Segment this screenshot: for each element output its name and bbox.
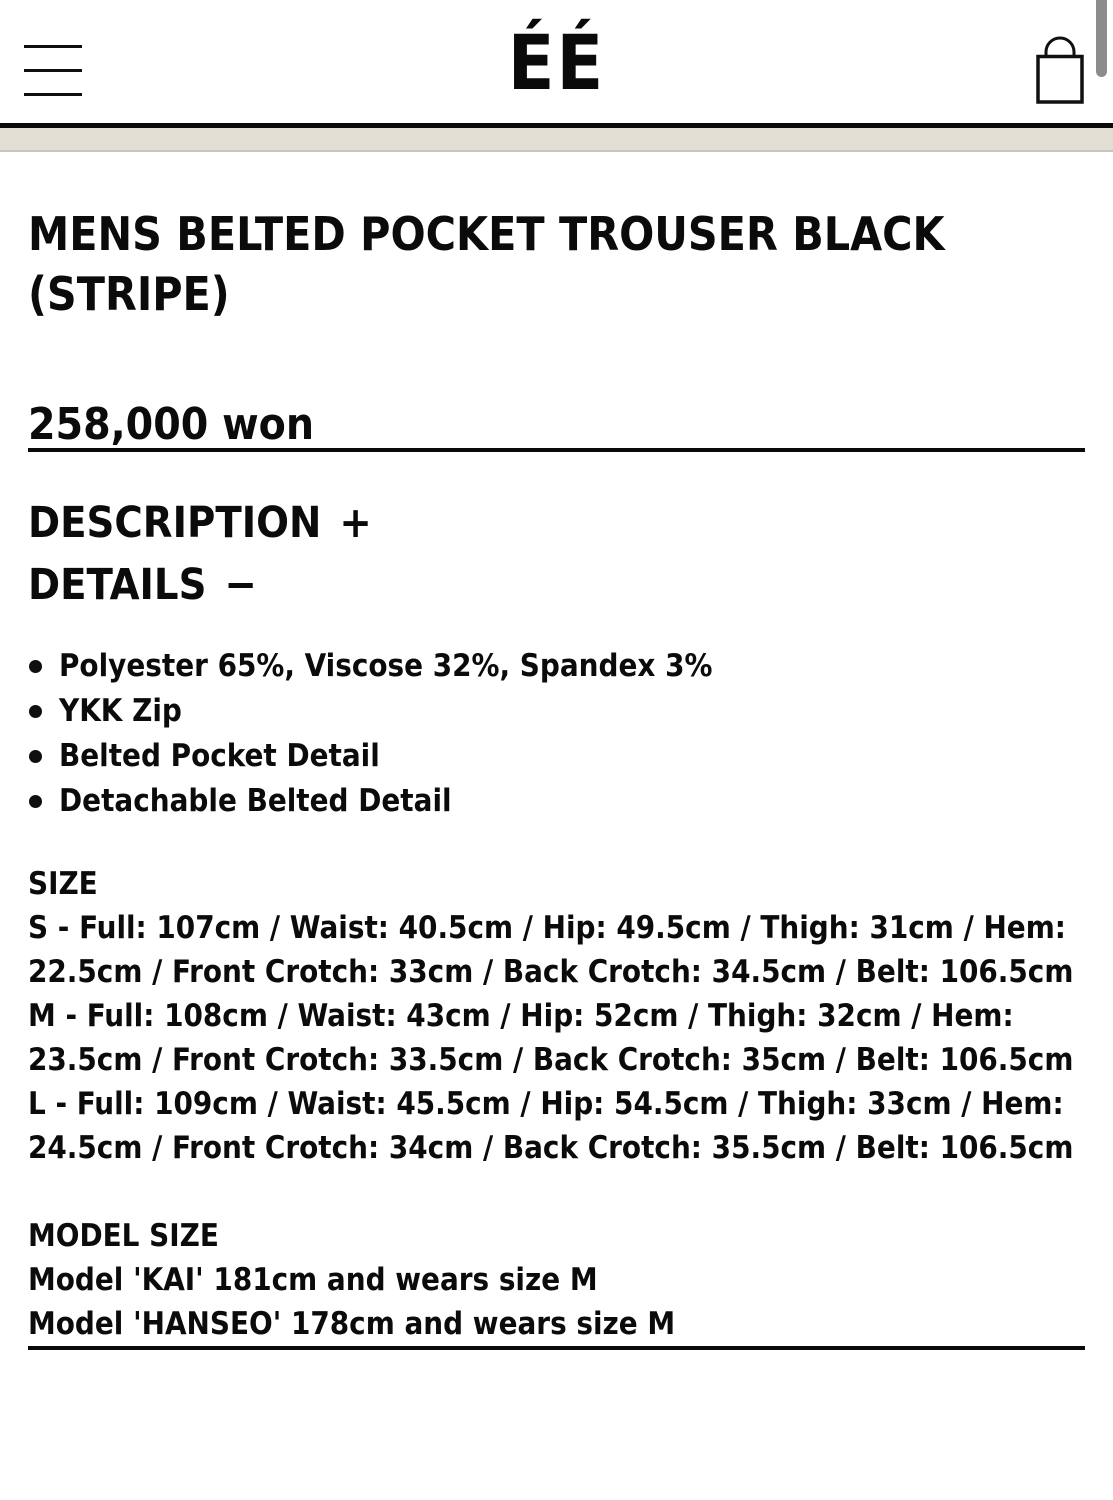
product-price: 258,000 won [28,399,315,450]
details-toggle[interactable] [28,554,1085,616]
list-item [28,644,1085,689]
divider-bottom [28,1346,1085,1350]
bullet-text: Belted Pocket Detail [59,738,380,774]
model-size-section [28,1214,1085,1346]
size-spec-s: S - Full: 107cm / Waist: 40.5cm / Hip: 49.5cm / Thigh: 31cm / Hem: 22.5cm / Front Crotch: 33cm / Back Crotch: 34.5cm / Belt: 106.5cm [28,910,1074,990]
bullet-text: YKK Zip [59,693,182,729]
list-item [28,689,1085,734]
model-line: Model 'KAI' 181cm and wears size M [28,1262,598,1298]
size-spec-m: M - Full: 108cm / Waist: 43cm / Hip: 52cm / Thigh: 32cm / Hem: 23.5cm / Front Crotch: 33.5cm / Back Crotch: 35cm / Belt: 106.5cm [28,998,1074,1078]
size-section [28,862,1085,1170]
header [0,0,1113,128]
product-info [0,152,1113,1350]
bullet-icon [29,660,42,673]
bullet-icon [29,750,42,763]
product-title: MENS BELTED POCKET TROUSER BLACK (STRIPE) [28,207,945,321]
banner-strip [0,128,1113,152]
bullet-icon [29,705,42,718]
bullet-text: Polyester 65%, Viscose 32%, Spandex 3% [59,648,713,684]
list-item [28,779,1085,824]
model-size-heading: MODEL SIZE [28,1218,219,1254]
bullet-icon [29,795,42,808]
cart-button[interactable] [1035,36,1085,104]
minus-icon: − [224,560,257,610]
brand-logo[interactable]: ÉÉ [507,18,606,107]
model-line: Model 'HANSEO' 178cm and wears size M [28,1306,676,1342]
shopping-bag-icon [1035,36,1085,104]
plus-icon: + [339,498,372,548]
scrollbar-thumb[interactable] [1096,0,1107,77]
accordion [28,492,1085,616]
size-spec-l: L - Full: 109cm / Waist: 45.5cm / Hip: 54.5cm / Thigh: 33cm / Hem: 24.5cm / Front Crotch: 34cm / Back Crotch: 35.5cm / Belt: 106.5cm [28,1086,1074,1166]
size-heading: SIZE [28,866,98,902]
description-toggle[interactable] [28,492,1085,554]
description-label: DESCRIPTION [28,498,322,548]
details-label: DETAILS [28,560,207,610]
bullet-text: Detachable Belted Detail [59,783,452,819]
details-bullet-list [28,644,1085,824]
list-item [28,734,1085,779]
